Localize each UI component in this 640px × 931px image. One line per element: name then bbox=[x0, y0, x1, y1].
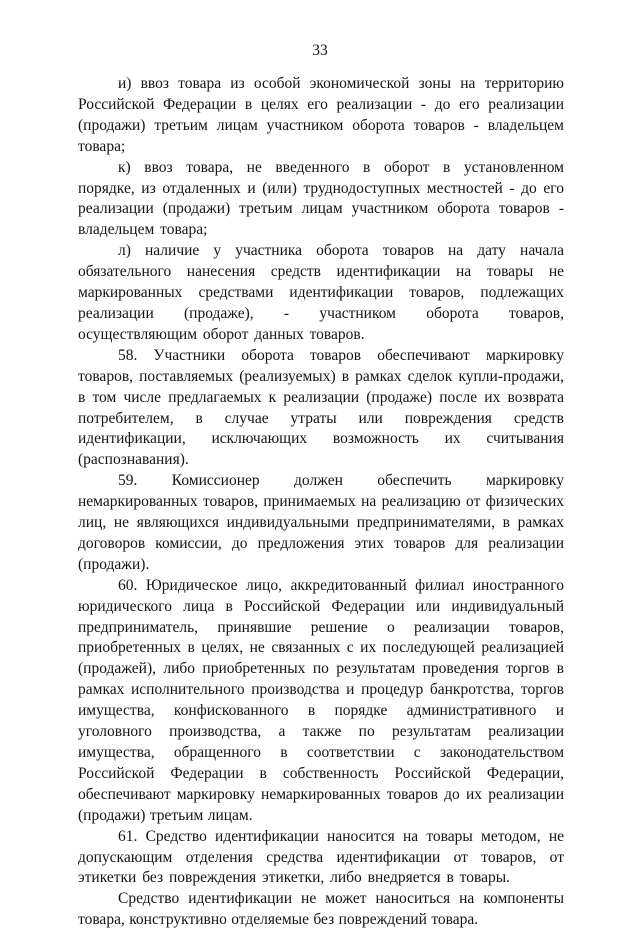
paragraph-item-i: и) ввоз товара из особой экономической зоны на территорию Российской Федерации в целях его реализации - до его реализации (продажи) третьим лицам участником оборота товаров - владельцем товара; bbox=[78, 75, 564, 155]
paragraph-59: 59. Комиссионер должен обеспечить маркировку немаркированных товаров, принимаемых на реализацию от физических лиц, не являющихся индивидуальными предпринимателями, в рамках договоров комиссии, до предложения этих товаров для реализации (продажи). bbox=[78, 472, 564, 573]
paragraph-60: 60. Юридическое лицо, аккредитованный филиал иностранного юридического лица в Российской Федерации или индивидуальный предприниматель, принявшие решение о реализации товаров, приобретенных в целях, не связанных с их последующей реализацией (продажей), либо приобретенных по результатам проведения торгов в рамках исполнительного производства и процедур банкротства, торгов имущества, конфискованного в порядке административного и уголовного производства, а также по результатам реализации имущества, обращенного в соответствии с законодательством Российской Федерации в собственность Российской Федерации, обеспечивают маркировку немаркированных товаров до их реализации (продажи) третьим лицам. bbox=[78, 576, 564, 824]
paragraph-item-k: к) ввоз товара, не введенного в оборот в установленном порядке, из отдаленных и (или) труднодоступных местностей - до его реализации (продажи) третьим лицам участником оборота товаров - владельцем товара; bbox=[78, 158, 564, 239]
paragraph-item-l: л) наличие у участника оборота товаров на дату начала обязательного нанесения средств идентификации на товары не маркированных средствами идентификации товаров, подлежащих реализации (продаже), - участником оборота товаров, осуществляющим оборот данных товаров. bbox=[78, 242, 564, 343]
document-body bbox=[78, 74, 564, 931]
paragraph-61: 61. Средство идентификации наносится на товары методом, не допускающим отделения средства идентификации от товаров, от этикетки без повреждения этикетки, либо внедряется в товары. bbox=[78, 827, 564, 887]
paragraph-58: 58. Участники оборота товаров обеспечивают маркировку товаров, поставляемых (реализуемых) в рамках сделок купли-продажи, в том числе предлагаемых к реализации (продаже) после их возврата потребителем, в случае утраты или повреждения средств идентификации, исключающих возможность их считывания (распознавания). bbox=[78, 346, 564, 469]
paragraph-61-continuation: Средство идентификации не может наноситься на компоненты товара, конструктивно отделяемые без повреждений товара. bbox=[78, 890, 564, 929]
page-number: 33 bbox=[312, 42, 328, 59]
